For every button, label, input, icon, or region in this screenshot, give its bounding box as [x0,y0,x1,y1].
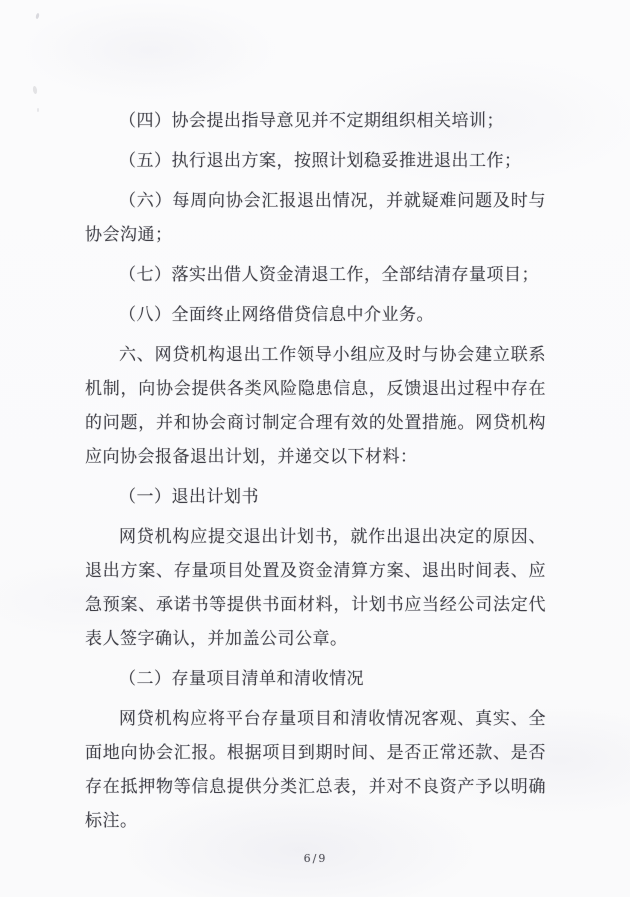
section-six-paragraph: 六、网贷机构退出工作领导小组应及时与协会建立联系机制，向协会提供各类风险隐患信息，反馈退出过程中存在的问题，并和协会商讨制定合理有效的处置措施。网贷机构应向协会报备退出计划，并递交以下材料： [85,345,546,467]
subsection-2-body: 网贷机构应将平台存量项目和清收情况客观、真实、全面地向协会汇报。根据项目到期时间、是否正常还款、是否存在抵押物等信息提供分类汇总表，并对不良资产予以明确标注。 [85,709,546,831]
scan-artifact-speck [35,13,39,20]
subsection-1-heading: （一）退出计划书 [119,487,259,507]
list-item-5: （五）执行退出方案，按照计划稳妥推进退出工作； [119,151,522,171]
list-item-8: （八）全面终止网络借贷信息中介业务。 [119,305,434,325]
subsection-1-body: 网贷机构应提交退出计划书，就作出退出决定的原因、退出方案、存量项目处置及资金清算方案、退出时间表、应急预案、承诺书等提供书面材料，计划书应当经公司法定代表人签字确认，并加盖公司公章。 [85,527,546,649]
subsection-2-heading: （二）存量项目清单和清收情况 [119,669,364,689]
scan-artifact-speck [32,86,37,95]
scan-artifact-speck [37,108,39,112]
page-number: 6/9 [303,852,328,865]
list-item-6: （六）每周向协会汇报退出情况，并就疑难问题及时与协会沟通； [85,191,546,245]
list-item-4: （四）协会提出指导意见并不定期组织相关培训； [119,111,504,131]
list-item-7: （七）落实出借人资金清退工作，全部结清存量项目； [119,265,539,285]
document-body [85,104,546,865]
